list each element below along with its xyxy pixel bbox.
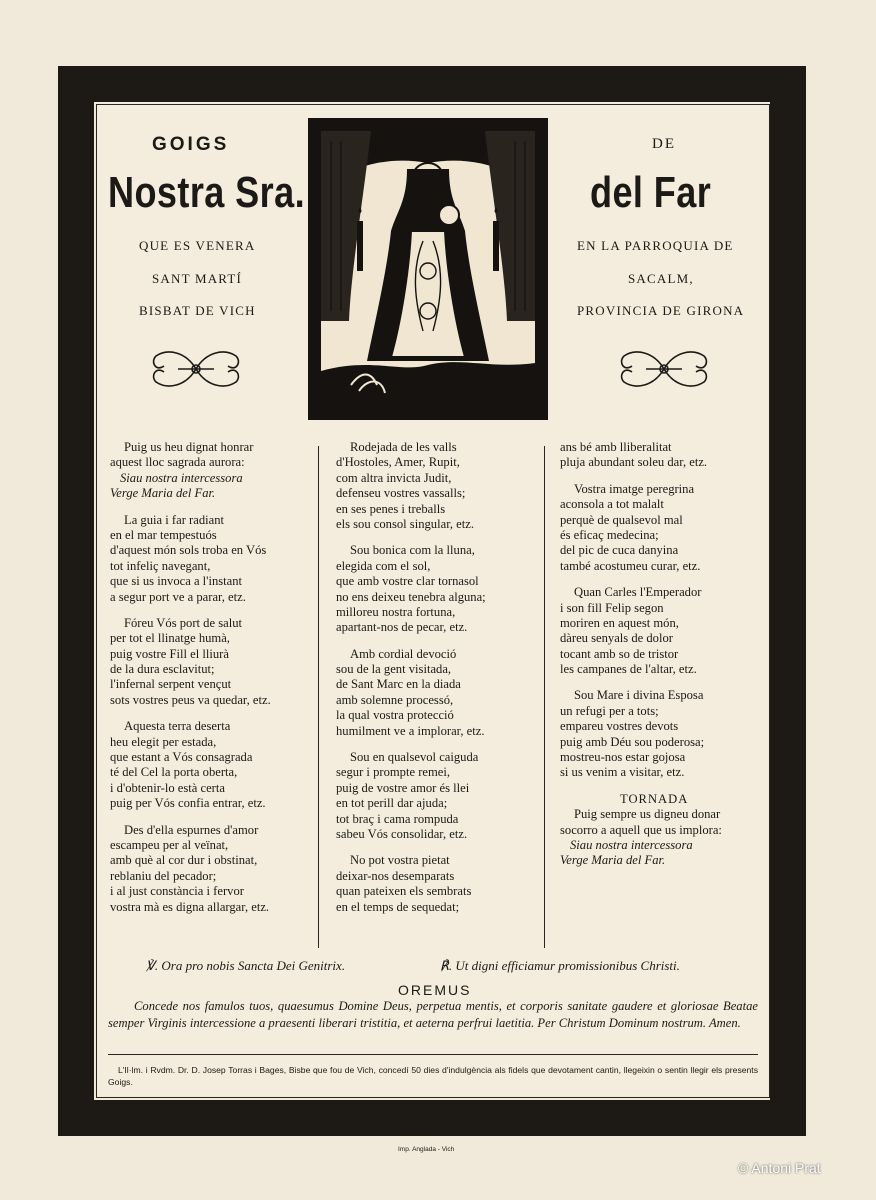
- goigs-label: GOIGS: [152, 134, 230, 155]
- stanza-gap: [560, 677, 722, 688]
- verse-line: Quan Carles l'Emperador: [574, 585, 702, 600]
- stanza-gap: [110, 708, 271, 719]
- title-right: del Far: [590, 168, 712, 217]
- verse-line: Vostra imatge peregrina: [574, 481, 695, 496]
- stanza-gap: [336, 636, 486, 647]
- stanza-column-2: [336, 440, 486, 915]
- verse-line: la qual vostra protecció: [336, 708, 454, 723]
- stanza-gap: [560, 471, 722, 482]
- left-caption-2: SANT MARTÍ: [152, 271, 243, 286]
- verse-line: en ses penes i treballs: [336, 501, 446, 516]
- verse-line: que amb vostre clar tornasol: [336, 574, 479, 589]
- verse-line: i son fill Felip segon: [560, 600, 664, 615]
- verse-line: Puig sempre us digneu donar: [574, 807, 721, 822]
- verse-line: No pot vostra pietat: [350, 853, 450, 868]
- response-line: ℟. Ut digni efficiamur promissionibus Christi.: [440, 958, 680, 973]
- verse-line: ans bé amb lliberalitat: [560, 440, 672, 454]
- verse-line: Siau nostra intercessora: [570, 837, 693, 852]
- verse-line: elegida com el sol,: [336, 558, 431, 573]
- verse-line: deixar-nos desemparats: [336, 868, 455, 883]
- column-divider-2: [544, 446, 545, 948]
- verse-line: puig per Vós confia entrar, etz.: [110, 796, 266, 811]
- column-divider-1: [318, 446, 319, 948]
- verse-line: els sou consol singular, etz.: [336, 516, 475, 531]
- tornada-heading: TORNADA: [620, 791, 689, 806]
- verse-line: Siau nostra intercessora: [120, 470, 243, 485]
- separator-rule: [108, 1054, 758, 1055]
- border-top: [58, 66, 806, 102]
- verse-line: humilment ve a implorar, etz.: [336, 723, 485, 738]
- verse-line: sabeu Vós consolidar, etz.: [336, 826, 468, 841]
- virgin-and-child-woodcut-icon: [308, 118, 548, 420]
- verse-line: de la dura esclavitut;: [110, 662, 215, 677]
- verse-line: defenseu vostres vassalls;: [336, 486, 466, 501]
- verse-line: perquè de qualsevol mal: [560, 512, 683, 527]
- verse-line: Fóreu Vós port de salut: [124, 615, 242, 630]
- stanza-gap: [560, 781, 722, 792]
- verse-line: dàreu senyals de dolor: [560, 631, 673, 646]
- verse-line: té del Cel la porta oberta,: [110, 765, 238, 780]
- verse-line: empareu vostres devots: [560, 719, 679, 734]
- oremus-heading: OREMUS: [398, 982, 472, 998]
- verse-line: que si us invoca a l'instant: [110, 574, 243, 589]
- verse-line: aquest lloc sagrada aurora:: [110, 455, 245, 470]
- verse-line: sots vostres peus va quedar, etz.: [110, 692, 271, 707]
- verse-line: La guia i far radiant: [124, 512, 224, 527]
- verse-line: Sou bonica com la lluna,: [350, 543, 475, 558]
- versicle-line: ℣. Ora pro nobis Sancta Dei Genitrix.: [146, 958, 346, 973]
- verse-line: puig amb Déu sou poderosa;: [560, 734, 705, 749]
- verse-line: Rodejada de les valls: [350, 440, 457, 454]
- stanza-column-1: [110, 440, 271, 915]
- verse-line: tocant amb so de tristor: [560, 646, 679, 661]
- stanza-gap: [110, 812, 271, 823]
- stanza-gap: [560, 574, 722, 585]
- right-caption-1: EN LA PARROQUIA DE: [577, 238, 734, 253]
- verse-line: també acostumeu curar, etz.: [560, 558, 701, 573]
- verse-line: un refugi per a tots;: [560, 703, 659, 718]
- left-caption-1: QUE ES VENERA: [139, 238, 256, 253]
- verse-line: sou de la gent visitada,: [336, 662, 452, 677]
- verse-line: milloreu nostra fortuna,: [336, 604, 456, 619]
- verse-line: Aquesta terra deserta: [124, 719, 231, 734]
- border-right: [770, 66, 806, 1136]
- verse-line: socorro a aquell que us implora:: [560, 822, 722, 837]
- de-label: DE: [652, 136, 676, 152]
- verse-line: Verge Maria del Far.: [560, 853, 666, 868]
- verse-line: quan pateixen els sembrats: [336, 884, 472, 899]
- verse-line: reblaniu del pecador;: [110, 868, 217, 883]
- left-caption-3: BISBAT DE VICH: [139, 303, 256, 318]
- right-caption-2: SACALM,: [628, 271, 694, 286]
- verse-line: del pic de cuca danyina: [560, 543, 679, 558]
- verse-line: en el temps de sequedat;: [336, 899, 460, 914]
- verse-line: mostreu-nos estar gojosa: [560, 750, 686, 765]
- verse-line: és eficaç medecina;: [560, 527, 659, 542]
- verse-line: Sou en qualsevol caiguda: [350, 750, 479, 765]
- verse-line: amb solemne processó,: [336, 692, 454, 707]
- verse-line: Des d'ella espurnes d'amor: [124, 822, 259, 837]
- title-left: Nostra Sra.: [108, 168, 306, 217]
- ornament-left-icon: [148, 338, 244, 400]
- verse-line: puig de vostre amor és llei: [336, 780, 470, 795]
- ornament-right-icon: [616, 338, 712, 400]
- border-bottom: [58, 1100, 806, 1136]
- verse-line: com altra invicta Judit,: [336, 470, 452, 485]
- verse-line: Verge Maria del Far.: [110, 486, 216, 501]
- stanza-gap: [110, 502, 271, 513]
- stanza-gap: [336, 532, 486, 543]
- verse-line: d'Hostoles, Amer, Rupit,: [336, 455, 460, 470]
- verse-line: d'aquest món sols troba en Vós: [110, 543, 267, 558]
- stanza-gap: [336, 842, 486, 853]
- verse-line: heu elegit per estada,: [110, 734, 217, 749]
- verse-line: Amb cordial devoció: [350, 646, 457, 661]
- verse-line: tot infeliç navegant,: [110, 558, 211, 573]
- verse-line: tot braç i cama rompuda: [336, 811, 459, 826]
- photo-credit-watermark: © Antoni Prat: [738, 1160, 821, 1176]
- verse-line: les campanes de l'altar, etz.: [560, 662, 697, 677]
- verse-line: l'infernal serpent vençut: [110, 677, 232, 692]
- verse-line: Puig us heu dignat honrar: [124, 440, 254, 454]
- verse-line: en el mar tempestuós: [110, 527, 217, 542]
- stanza-gap: [336, 739, 486, 750]
- verse-line: vostra mà es digna allargar, etz.: [110, 899, 270, 914]
- stanza-gap: [110, 605, 271, 616]
- stanza-column-3: [560, 440, 722, 869]
- verse-line: amb què al cor dur i obstinat,: [110, 853, 258, 868]
- printer-imprint: Imp. Anglada - Vich: [398, 1146, 455, 1153]
- verse-line: i al just constància i fervor: [110, 884, 244, 899]
- verse-line: a segur port ve a parar, etz.: [110, 589, 246, 604]
- verse-line: aconsola a tot malalt: [560, 497, 664, 512]
- verse-line: segur i prompte remei,: [336, 765, 451, 780]
- border-left: [58, 66, 94, 1136]
- verse-line: en tot perill dar ajuda;: [336, 796, 448, 811]
- verse-line: escampeu per al veïnat,: [110, 837, 229, 852]
- verse-line: moriren en aquest món,: [560, 615, 679, 630]
- verse-line: que estant a Vós consagrada: [110, 750, 253, 765]
- verse-line: pluja abundant soleu dar, etz.: [560, 455, 708, 470]
- verse-line: de Sant Marc en la diada: [336, 677, 461, 692]
- verse-line: apartant-nos de pecar, etz.: [336, 620, 468, 635]
- indulgence-note: L'Il·lm. i Rvdm. Dr. D. Josep Torras i Bages, Bisbe que fou de Vich, concedí 50 dies d'indulgència als fidels que devotament cantin, llegeixin o sentin llegir els presents Goigs.: [108, 1065, 758, 1087]
- verse-line: no ens deixeu tenebra alguna;: [336, 589, 486, 604]
- right-caption-3: PROVINCIA DE GIRONA: [577, 303, 745, 318]
- oremus-prayer: Concede nos famulos tuos, quaesumus Domine Deus, perpetua mentis, et corporis sanitate gaudere et gloriosae Beatae semper Virginis intercessione a praesenti liberari tristitia, et aeterna perfrui laetitia. Per Christum Dominum nostrum. Amen.: [108, 999, 758, 1030]
- verse-line: Sou Mare i divina Esposa: [574, 688, 704, 703]
- verse-line: i d'obtenir-lo està certa: [110, 780, 225, 795]
- verse-line: per tot el llinatge humà,: [110, 631, 230, 646]
- verse-line: si us venim a visitar, etz.: [560, 765, 685, 780]
- verse-line: puig vostre Fill el lliurà: [110, 646, 229, 661]
